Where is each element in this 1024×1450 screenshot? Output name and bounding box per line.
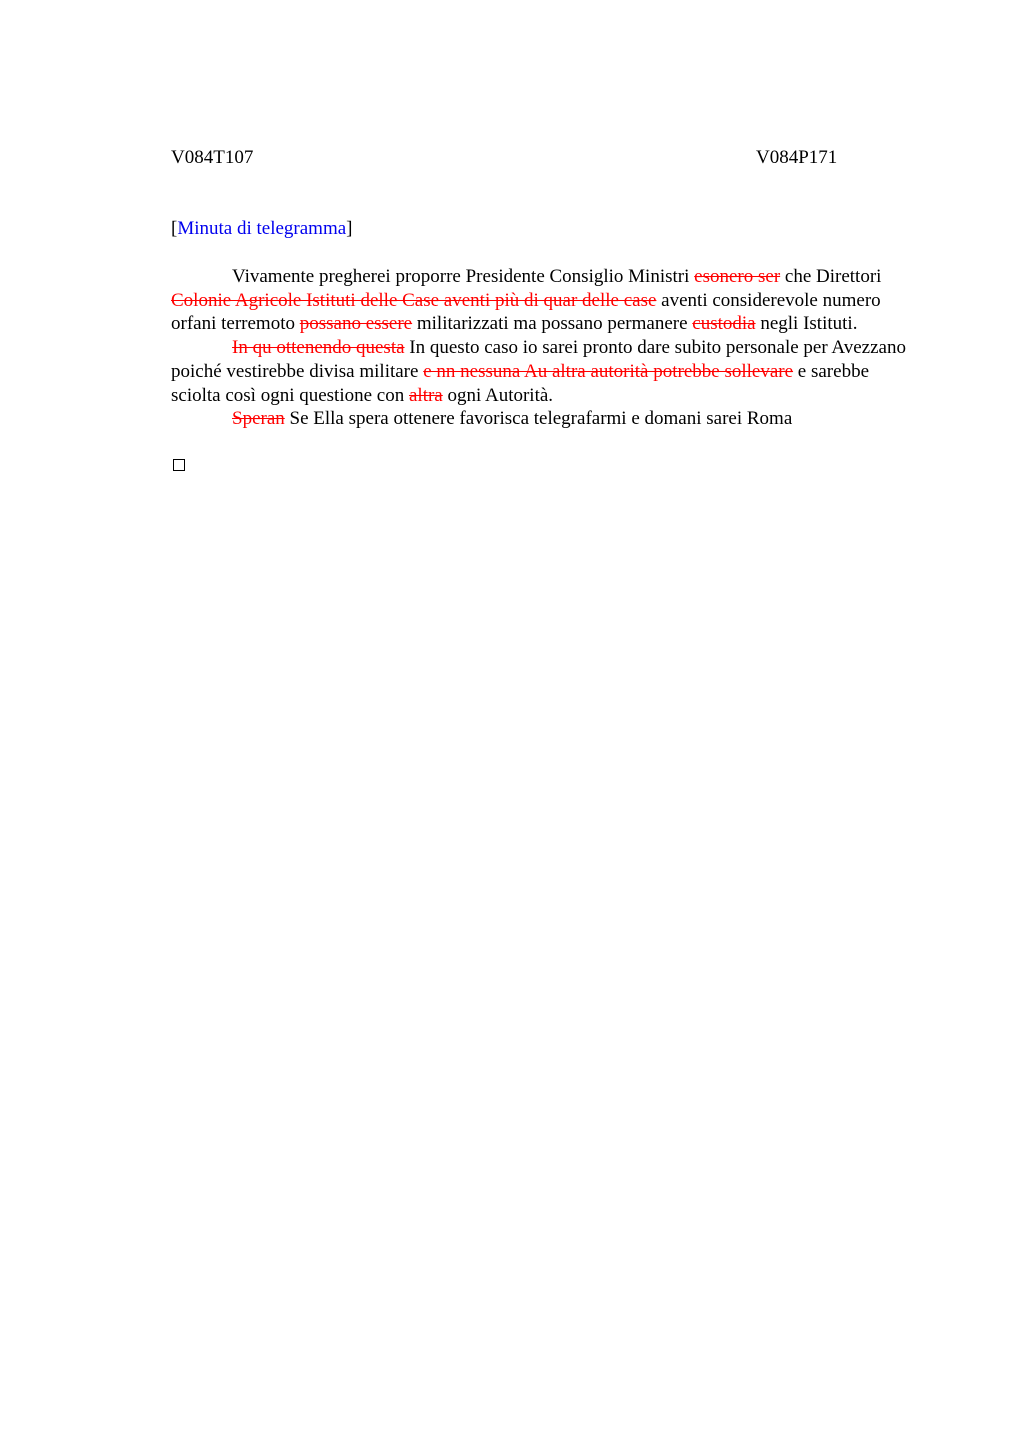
title-label: Minuta di telegramma: [177, 218, 347, 239]
text-segment: ogni Autorità.: [442, 384, 554, 406]
page-reference-code: V084P171: [756, 147, 838, 168]
deleted-text: Speran: [232, 408, 285, 430]
deleted-text: Colonie Agricole Istituti delle Case aventi più di quar delle case: [171, 289, 657, 311]
telegram-body: [171, 265, 923, 431]
document-reference-code: V084T107: [171, 147, 254, 168]
paragraph-2: [171, 336, 923, 407]
text-segment: Vivamente pregherei proporre Presidente Consiglio Ministri: [232, 266, 695, 287]
deleted-text: possano essere: [299, 313, 413, 335]
end-marker-box: [173, 459, 185, 471]
document-title: [171, 217, 353, 241]
text-segment: aventi considerevole numero orfani terremoto: [171, 289, 881, 335]
deleted-text: custodia: [692, 313, 756, 335]
text-segment: militarizzati ma possano permanere: [412, 313, 693, 335]
paragraph-1: [171, 265, 923, 336]
title-open-bracket: [: [171, 218, 178, 239]
text-segment: Se Ella spera ottenere favorisca telegrafarmi e domani sarei Roma: [284, 408, 793, 430]
paragraph-3: [171, 407, 923, 431]
text-segment: In questo caso io sarei pronto dare subito personale per Avezzano poiché vestirebbe divisa militare: [171, 337, 906, 382]
deleted-text: In qu ottenendo questa: [232, 337, 405, 359]
deleted-text: esonero ser: [694, 266, 781, 287]
title-close-bracket: ]: [346, 218, 353, 239]
text-segment: e sarebbe sciolta così ogni questione con: [171, 360, 870, 406]
text-segment: che Direttori: [780, 266, 882, 287]
text-segment: negli Istituti.: [755, 313, 858, 335]
deleted-text: e nn nessuna Au altra autorità potrebbe sollevare: [423, 360, 794, 382]
deleted-text: altra: [408, 384, 443, 406]
